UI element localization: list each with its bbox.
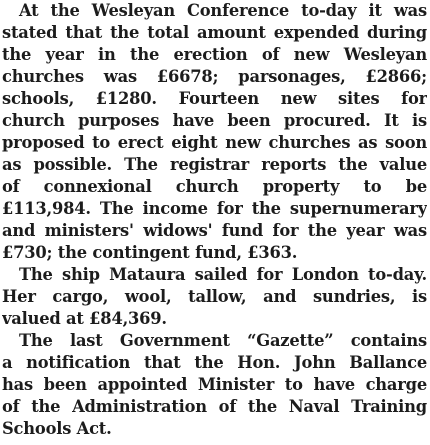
text-line: of the Administration of the Naval Training bbox=[2, 397, 427, 416]
text-line: as possible. The registrar reports the value bbox=[2, 155, 427, 174]
text-line: valued at £84,369. bbox=[2, 309, 167, 328]
text-line: of connexional church property to be bbox=[2, 177, 427, 196]
text-line: Schools Act. bbox=[2, 419, 112, 438]
text-line: has been appointed Minister to have charge bbox=[2, 375, 427, 394]
text-line: church purposes have been procured. It is bbox=[2, 111, 427, 130]
text-line: schools, £1280. Fourteen new sites for bbox=[2, 89, 427, 108]
text-line: The last Government “Gazette” contains bbox=[19, 331, 427, 350]
text-line: churches was £6678; parsonages, £2866; bbox=[2, 67, 427, 86]
text-line: proposed to erect eight new churches as soon bbox=[2, 133, 427, 152]
text-line: stated that the total amount expended during bbox=[2, 23, 427, 42]
text-line: The ship Mataura sailed for London to-day. bbox=[19, 265, 427, 284]
text-line: the year in the erection of new Wesleyan bbox=[2, 45, 427, 64]
text-line: Her cargo, wool, tallow, and sundries, is bbox=[2, 287, 427, 306]
paragraph-wesleyan-conference bbox=[2, 0, 427, 264]
text-line: £113,984. The income for the supernumerary bbox=[2, 199, 427, 218]
paragraph-government-gazette bbox=[2, 330, 427, 440]
text-line: £730; the contingent fund, £363. bbox=[2, 243, 298, 262]
paragraph-ship-mataura bbox=[2, 264, 427, 330]
text-line: a notification that the Hon. John Ballance bbox=[2, 353, 427, 372]
text-line: At the Wesleyan Conference to-day it was bbox=[19, 1, 427, 20]
text-line: and ministers' widows' fund for the year was bbox=[2, 221, 427, 240]
